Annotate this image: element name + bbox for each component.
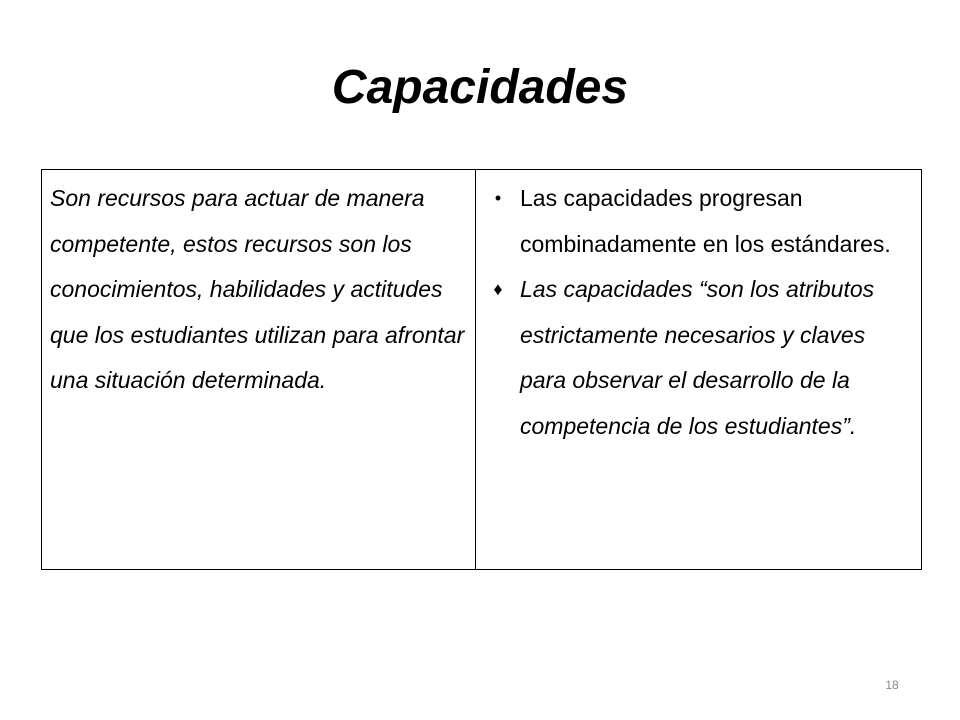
list-item <box>476 176 911 267</box>
list-item-text: Las capacidades progresan combinadamente en los estándares. <box>520 185 891 257</box>
characteristics-list <box>476 176 911 449</box>
content-table <box>41 169 922 570</box>
bullet-diamond-icon: ♦ <box>493 279 503 299</box>
page-number: 18 <box>885 678 899 692</box>
list-item <box>476 267 911 449</box>
characteristics-cell <box>476 170 922 570</box>
bullet-dot-icon: • <box>494 188 502 208</box>
definition-cell <box>42 170 476 570</box>
definition-text: Son recursos para actuar de manera competente, estos recursos son los conocimientos, habilidades y actitudes que los estudiantes utilizan para afrontar una situación determinada. <box>50 185 465 393</box>
list-item-text: Las capacidades “son los atributos estrictamente necesarios y claves para observar el desarrollo de la competencia de los estudiantes”. <box>520 276 875 439</box>
slide-title: Capacidades <box>331 61 629 114</box>
table-row <box>42 170 922 570</box>
